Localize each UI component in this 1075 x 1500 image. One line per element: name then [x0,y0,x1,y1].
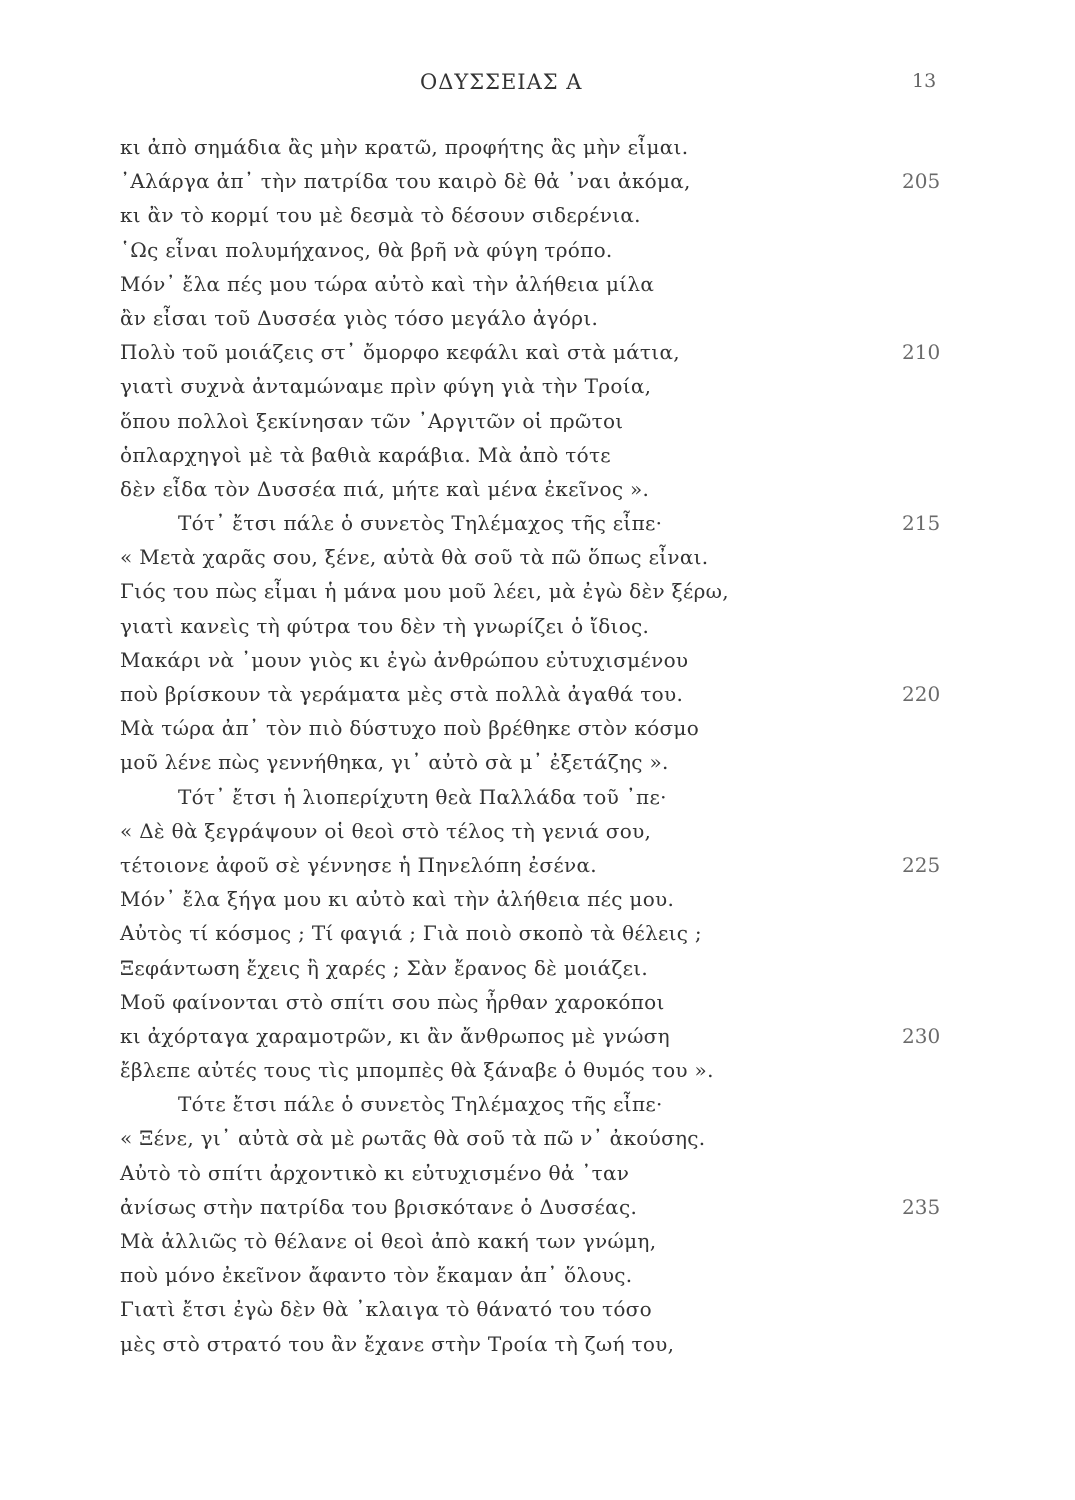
page-number: 13 [912,70,937,92]
verse-line [0,677,1075,711]
line-number: 210 [902,340,941,365]
verse-line [0,848,1075,882]
verse-text: Τότ᾿ ἔτσι ἡ λιοπερίχυτη θεὰ Παλλάδα τοῦ ᾿πε· [178,784,667,809]
verse-line [0,1327,1075,1361]
verse-line [0,1190,1075,1224]
verse-line [0,1087,1075,1121]
verse-line [0,335,1075,369]
verse-line [0,1156,1075,1190]
verse-line [0,267,1075,301]
verse-text: Μόν᾿ ἔλα πές μου τώρα αὐτὸ καὶ τὴν ἀλήθεια μίλα [120,271,655,296]
verse-text: μοῦ λένε πὼς γεννήθηκα, γι᾿ αὐτὸ σὰ μ᾿ ἐξετάζης ». [120,750,669,775]
verse-line [0,164,1075,198]
verse-line [0,916,1075,950]
line-number: 215 [902,511,941,536]
verse-line [0,438,1075,472]
line-number: 230 [902,1023,941,1048]
verse-line [0,472,1075,506]
verse-text: « Μετὰ χαρᾶς σου, ξένε, αὐτὰ θὰ σοῦ τὰ πῶ ὅπως εἶναι. [120,545,709,570]
verse-line [0,882,1075,916]
verse-text: ᾿Αλάργα ἀπ᾿ τὴν πατρίδα του καιρὸ δὲ θἀ ᾿ναι ἀκόμα, [120,169,691,194]
verse-line [0,404,1075,438]
verse-line [0,506,1075,540]
verse-line [0,1053,1075,1087]
verse-text: Τότε ἔτσι πάλε ὁ συνετὸς Τηλέμαχος τῆς εἶπε· [178,1092,663,1117]
verse-text: ποὺ βρίσκουν τὰ γεράματα μὲς στὰ πολλὰ ἀγαθά του. [120,682,684,706]
verse-line [0,814,1075,848]
verse-line [0,369,1075,403]
verse-line [0,574,1075,608]
verse-line [0,1224,1075,1258]
verse-line [0,780,1075,814]
verse-text: ὁπλαρχηγοὶ μὲ τὰ βαθιὰ καράβια. Μὰ ἀπὸ τότε [120,442,611,467]
verse-line [0,301,1075,335]
verse-text: Μακάρι νὰ ᾿μουν γιὸς κι ἐγὼ ἀνθρώπου εὐτυχισμένου [120,647,689,672]
verse-line [0,1121,1075,1155]
verse-text: μὲς στὸ στρατό του ἂν ἔχανε στὴν Τροία τὴ ζωή του, [120,1331,675,1356]
verse-block [0,130,1075,1361]
verse-text: ἀνίσως στὴν πατρίδα του βρισκότανε ὁ Δυσσέας. [120,1194,638,1219]
verse-text: Τότ᾿ ἔτσι πάλε ὁ συνετὸς Τηλέμαχος τῆς εἶπε· [178,511,663,536]
verse-text: Μοῦ φαίνονται στὸ σπίτι σου πὼς ἦρθαν χαροκόποι [120,989,665,1014]
verse-text: Γιός του πὼς εἶμαι ἡ μάνα μου μοῦ λέει, μὰ ἐγὼ δὲν ξέρω, [120,579,729,604]
verse-text: γιατὶ κανεὶς τὴ φύτρα του δὲν τὴ γνωρίζει ὁ ἴδιος. [120,613,650,638]
verse-text: « Δὲ θὰ ξεγράψουν οἱ θεοὶ στὸ τέλος τὴ γενιά σου, [120,818,652,843]
verse-text: Μὰ τώρα ἀπ᾿ τὸν πιὸ δύστυχο ποὺ βρέθηκε στὸν κόσμο [120,716,700,741]
verse-text: ὅπου πολλοὶ ξεκίνησαν τῶν ᾿Αργιτῶν οἱ πρῶτοι [120,408,624,433]
verse-text: Αὐτὸς τί κόσμος ; Τί φαγιά ; Γιὰ ποιὸ σκοπὸ τὰ θέλεις ; [120,921,702,946]
verse-text: Γιατὶ ἔτσι ἐγὼ δὲν θὰ ᾿κλαιγα τὸ θάνατό του τόσο [120,1297,652,1322]
verse-text: Αὐτὸ τὸ σπίτι ἀρχοντικὸ κι εὐτυχισμένο θἀ ᾿ταν [120,1160,630,1185]
verse-text: κι ἀπὸ σημάδια ἂς μὴν κρατῶ, προφήτης ἂς μὴν εἶμαι. [120,135,689,159]
verse-text: γιατὶ συχνὰ ἀνταμώναμε πρὶν φύγη γιὰ τὴν Τροία, [120,374,652,399]
verse-line [0,711,1075,745]
verse-text: κι ἀχόρταγα χαραμοτρῶν, κι ἂν ἄνθρωπος μὲ γνώση [120,1023,670,1048]
verse-text: Ξεφάντωση ἔχεις ἢ χαρές ; Σὰν ἔρανος δὲ μοιάζει. [120,955,649,980]
verse-text: ἔβλεπε αὐτές τους τὶς μπομπὲς θὰ ξάναβε ὁ θυμός του ». [120,1058,714,1083]
running-head [0,70,1075,100]
verse-line [0,745,1075,779]
verse-line [0,233,1075,267]
line-number: 205 [902,169,941,194]
verse-text: Πολὺ τοῦ μοιάζεις στ᾿ ὄμορφο κεφάλι καὶ στὰ μάτια, [120,340,680,365]
verse-text: « Ξένε, γι᾿ αὐτὰ σὰ μὲ ρωτᾶς θὰ σοῦ τὰ πῶ ν᾿ ἀκούσης. [120,1126,706,1151]
verse-text: Μὰ ἀλλιῶς τὸ θέλανε οἱ θεοὶ ἀπὸ κακή των γνώμη, [120,1229,657,1253]
verse-text: Μόν᾿ ἔλα ξήγα μου κι αὐτὸ καὶ τὴν ἀλήθεια πές μου. [120,887,675,912]
verse-text: δὲν εἶδα τὸν Δυσσέα πιά, μήτε καὶ μένα ἐκεῖνος ». [120,476,650,501]
verse-text: ποὺ μόνο ἐκεῖνον ἄφαντο τὸν ἔκαμαν ἀπ᾿ ὅλους. [120,1263,633,1288]
verse-text: ῾Ως εἶναι πολυμήχανος, θὰ βρῆ νὰ φύγη τρόπο. [120,237,613,262]
verse-text: κι ἂν τὸ κορμί του μὲ δεσμὰ τὸ δέσουν σιδερένια. [120,203,641,228]
line-number: 235 [902,1194,941,1219]
verse-line [0,985,1075,1019]
line-number: 220 [902,682,941,706]
verse-line [0,1258,1075,1292]
running-title: ΟΔΥΣΣΕΙΑΣ Α [420,70,583,94]
verse-line [0,540,1075,574]
verse-line [0,198,1075,232]
verse-text: τέτοιονε ἀφοῦ σὲ γέννησε ἡ Πηνελόπη ἐσένα. [120,852,597,877]
verse-line [0,643,1075,677]
verse-text: ἂν εἶσαι τοῦ Δυσσέα γιὸς τόσο μεγάλο ἀγόρι. [120,305,599,330]
verse-line [0,609,1075,643]
verse-line [0,1292,1075,1326]
verse-line [0,130,1075,164]
verse-line [0,1019,1075,1053]
line-number: 225 [902,852,941,877]
verse-line [0,951,1075,985]
